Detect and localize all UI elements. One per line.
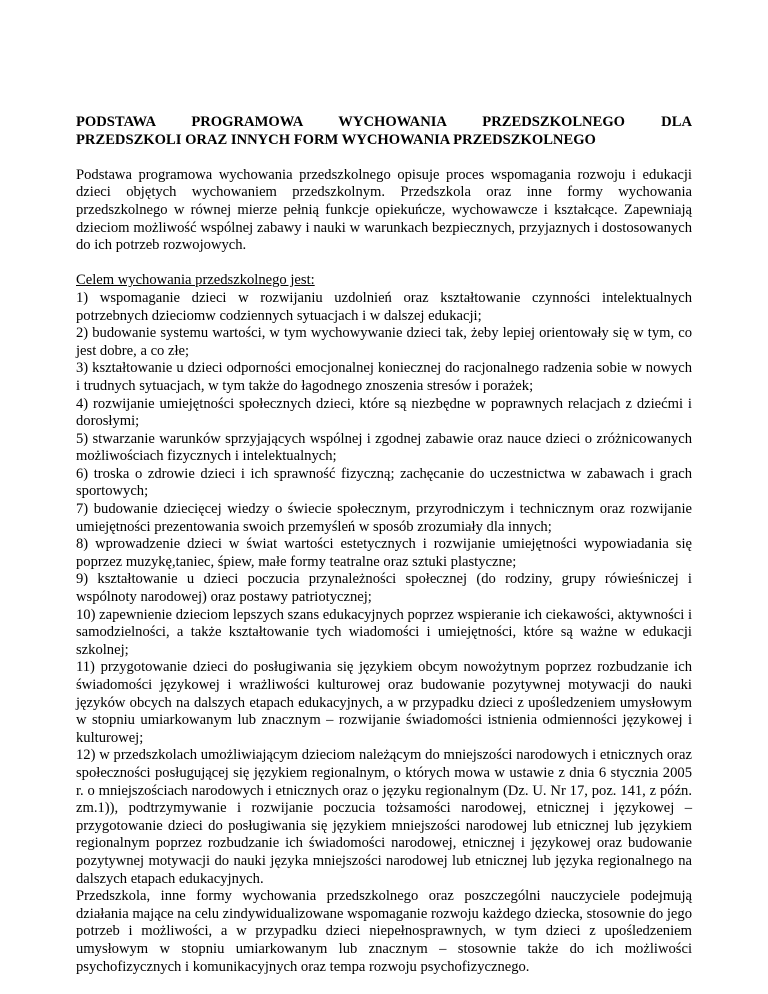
goal-item-10: 10) zapewnienie dzieciom lepszych szans edukacyjnych poprzez wspieranie ich ciekawości, aktywności i samodzielności, a także kształtowanie tych wiadomości i umiejętności, które są ważne w edukacji szkolnej; [76,606,692,658]
document-page [76,114,692,976]
goal-item-3: 3) kształtowanie u dzieci odporności emocjonalnej koniecznej do racjonalnego radzenia sobie w nowych i trudnych sytuacjach, w tym także do łagodnego znoszenia stresów i porażek; [76,360,692,394]
goal-item-4: 4) rozwijanie umiejętności społecznych dzieci, które są niezbędne w poprawnych relacjach z dziećmi i dorosłymi; [76,395,692,430]
goal-item-11: 11) przygotowanie dzieci do posługiwania się językiem obcym nowożytnym poprzez rozbudzanie ich świadomości językowej i wrażliwości kulturowej oraz budowanie pozytywnej motywacji do nauki języków obcych na dalszych etapach edukacyjnych, a w przypadku dzieci z upośledzeniem umysłowym w stopniu umiarkowanym lub znacznym – rozwijanie świadomości istnienia odmienności językowej i kulturowej; [76,659,692,746]
goal-item-6: 6) troska o zdrowie dzieci i ich sprawność fizyczną; zachęcanie do uczestnictwa w zabawach i grach sportowych; [76,465,692,500]
title-line-2: PRZEDSZKOLI ORAZ INNYCH FORM WYCHOWANIA PRZEDSZKOLNEGO [76,131,596,148]
closing-paragraph: Przedszkola, inne formy wychowania przedszkolnego oraz poszczególni nauczyciele podejmują działania mające na celu zindywidualizowane wspomaganie rozwoju każdego dziecka, stosownie do jego potrzeb i możliwości, a w przypadku dzieci niepełnosprawnych, w tym dzieci z upośledzeniem umysłowym w stopniu umiarkowanym lub znacznym – stosownie także do ich możliwości psychofizycznych i komunikacyjnych oraz tempa rozwoju psychofizycznego. [76,888,692,975]
goal-item-7: 7) budowanie dziecięcej wiedzy o świecie społecznym, przyrodniczym i technicznym oraz rozwijanie umiejętności prezentowania swoich przemyśleń w sposób zrozumiały dla innych; [76,501,692,535]
intro-paragraph: Podstawa programowa wychowania przedszkolnego opisuje proces wspomagania rozwoju i edukacji dzieci objętych wychowaniem przedszkolnym. Przedszkola oraz inne formy wychowania przedszkolnego w równej mierze pełnią funkcje opiekuńcze, wychowawcze i kształcące. Zapewniają dzieciom możliwość wspólnej zabawy i nauki w warunkach bezpiecznych, przyjaznych i dostosowanych do ich potrzeb rozwojowych. [76,166,692,254]
goals-heading [76,272,692,290]
title-line-1: PODSTAWA PROGRAMOWA WYCHOWANIA PRZEDSZKOLNEGO DLA [76,114,692,130]
goal-item-8: 8) wprowadzenie dzieci w świat wartości estetycznych i rozwijanie umiejętności wypowiadania się poprzez muzykę,taniec, śpiew, małe formy teatralne oraz sztuki plastyczne; [76,536,692,570]
document-title [76,114,692,149]
goals-heading-text: Celem wychowania przedszkolnego jest: [76,272,315,289]
goal-item-2: 2) budowanie systemu wartości, w tym wychowywanie dzieci tak, żeby lepiej orientowały się w tym, co jest dobre, a co złe; [76,325,692,359]
goal-item-5: 5) stwarzanie warunków sprzyjających wspólnej i zgodnej zabawie oraz nauce dzieci o zróżnicowanych możliwościach fizycznych i intelektualnych; [76,430,692,465]
goal-item-1: 1) wspomaganie dzieci w rozwijaniu uzdolnień oraz kształtowanie czynności intelektualnych potrzebnych dzieciomw codziennych sytuacjach i w dalszej edukacji; [76,289,692,324]
goal-item-12: 12) w przedszkolach umożliwiającym dzieciom należącym do mniejszości narodowych i etnicznych oraz społeczności posługującej się językiem regionalnym, o których mowa w ustawie z dnia 6 stycznia 2005 r. o mniejszościach narodowych i etnicznych oraz o języku regionalnym (Dz. U. Nr 17, poz. 141, z późn. zm.1)), podtrzymywanie i rozwijanie poczucia tożsamości narodowej, etnicznej i językowej – przygotowanie dzieci do posługiwania się językiem mniejszości narodowej lub etnicznej lub językiem regionalnym poprzez rozbudzanie ich świadomości narodowej, etnicznej i językowej oraz budowanie pozytywnej motywacji do nauki języka mniejszości narodowej lub etnicznej lub języka regionalnego na dalszych etapach edukacyjnych. [76,747,692,887]
goal-item-9: 9) kształtowanie u dzieci poczucia przynależności społecznej (do rodziny, grupy rówieśniczej i wspólnoty narodowej) oraz postawy patriotycznej; [76,571,692,606]
